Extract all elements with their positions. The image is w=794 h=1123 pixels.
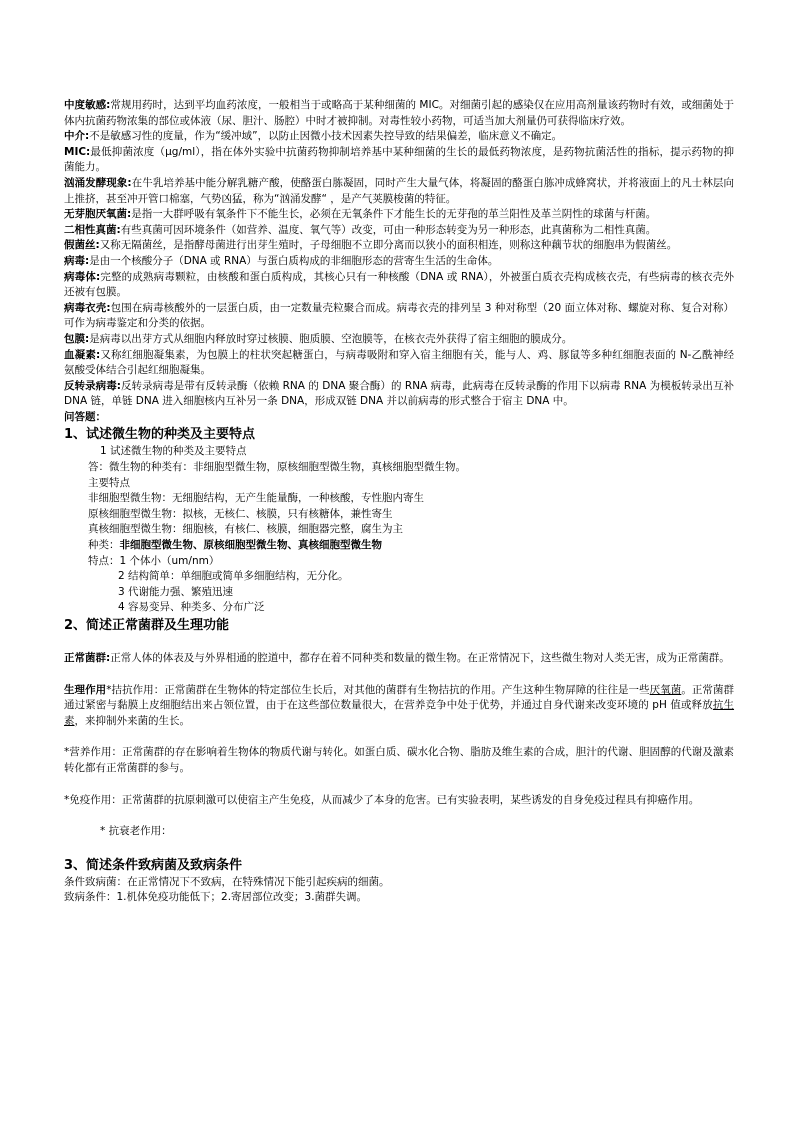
- spacer: [64, 840, 734, 856]
- definition-item: MIC:最低抑菌浓度（μg/ml），指在体外实验中抗菌药物抑制培养基中某种细菌的生长的最低药物浓度，是药物抗菌活性的指标，提示药物的抑菌能力。: [64, 145, 734, 174]
- definition-item: 无芽胞厌氧菌:是指一大群呼吸有氧条件下不能生长，必须在无氧条件下才能生长的无芽孢的革兰阳性及革兰阴性的球菌与杆菌。: [64, 208, 657, 221]
- q1-answer-line: 答：微生物的种类有：非细胞型微生物，原核细胞型微生物，真核细胞型微生物。: [88, 461, 466, 474]
- spacer: [64, 729, 734, 745]
- spacer: [64, 667, 734, 683]
- spacer: [64, 635, 734, 651]
- q1-feature-4: 4 容易变异、种类多、分布广泛: [118, 601, 265, 614]
- spacer: [64, 808, 734, 824]
- q1-main-points: 主要特点: [88, 476, 130, 489]
- normal-flora-definition: 正常菌群:正常人体的体表及与外界相通的腔道中，都存在着不同种类和数量的微生物。在正常情况下，这些微生物对人类无害，成为正常菌群。: [64, 652, 730, 664]
- question-1-title: 1、试述微生物的种类及主要特点: [64, 427, 256, 443]
- nutrition-function: *营养作用：正常菌群的存在影响着生物体的物质代谢与转化。如蛋白质、碳水化合物、脂肪及维生素的合成，胆汁的代谢、胆固醇的代谢及激素转化都有正常菌群的参与。: [64, 746, 734, 774]
- definition-item: 假菌丝:又称无隔菌丝，是指酵母菌进行出芽生殖时，子母细胞不立即分离而以狭小的面积相连，则称这种藕节状的细胞串为假菌丝。: [64, 239, 678, 252]
- qa-heading: 问答题：: [64, 410, 106, 423]
- q1-subtitle: 1 试述微生物的种类及主要特点: [100, 445, 247, 458]
- document-body: [64, 98, 734, 906]
- definition-item: 中介:不是敏感习性的度量，作为“缓冲域”，以防止因微小技术因素失控导致的结果偏差，临床意义不确定。: [64, 130, 563, 143]
- definition-item: 病毒:是由一个核酸分子（DNA 或 RNA）与蛋白质构成的非细胞形态的营寄生生活的生命体。: [64, 254, 499, 267]
- definition-item: 包膜:是病毒以出芽方式从细胞内释放时穿过核膜、胞质膜、空泡膜等，在核衣壳外获得了宿主细胞的膜成分。: [64, 332, 573, 345]
- q1-feature-3: 3 代谢能力强、繁殖迅速: [118, 585, 234, 598]
- q1-kinds: 种类：非细胞型微生物、原核细胞型微生物、真核细胞型微生物: [88, 539, 382, 552]
- question-2-title: 2、简述正常菌群及生理功能: [64, 618, 230, 633]
- anti-aging-function: * 抗衰老作用：: [100, 825, 172, 838]
- definition-item: 病毒体:完整的成熟病毒颗粒，由核酸和蛋白质构成，其核心只有一种核酸（DNA 或 RNA），外被蛋白质衣壳构成核衣壳，有些病毒的核衣壳外还被有包膜。: [64, 270, 734, 299]
- spacer: [64, 777, 734, 793]
- definition-item: 反转录病毒:反转录病毒是带有反转录酶（依赖 RNA 的 DNA 聚合酶）的 RNA 病毒，此病毒在反转录酶的作用下以病毒 RNA 为模板转录出互补 DNA 链，单链 DNA 进入细胞核内互补另一条 DNA，形成双链 DNA 并以前病毒的形式整合于宿主 DNA 中。: [64, 379, 734, 408]
- physiological-function: 生理作用*拮抗作用：正常菌群在生物体的特定部位生长后，对其他的菌群有生物拮抗的作用。产生这种生物屏障的往往是一些厌氧菌。正常菌群通过紧密与黏膜上皮细胞结出来占领位置，由于在这些部位数量很大，在营养竞争中处于优势，并通过自身代谢来改变环境的 pH 值或释放抗生素，来抑制外来菌的生长。: [64, 683, 735, 727]
- definition-item: 病毒衣壳:包围在病毒核酸外的一层蛋白质，由一定数量壳粒聚合而成。病毒衣壳的排列呈 3 种对称型（20 面立体对称、螺旋对称、复合对称）可作为病毒鉴定和分类的依据。: [64, 301, 735, 330]
- q1-feature-2: 2 结构简单：单细胞或简单多细胞结构，无分化。: [118, 570, 349, 583]
- definition-item: 中度敏感:常规用药时，达到平均血药浓度，一般相当于或略高于某种细菌的 MIC。对细菌引起的感染仅在应用高剂量该药物时有效，或细菌处于体内抗菌药物浓集的部位或体液（尿、胆汁、肠腔）中时才被抑制。对毒性较小药物，可适当加大剂量仍可获得临床疗效。: [64, 99, 734, 127]
- q3-conditional-pathogen: 条件致病菌：在正常情况下不致病，在特殊情况下能引起疾病的细菌。: [64, 875, 390, 888]
- q1-feature-1: 特点：1 个体小（um/nm）: [88, 554, 220, 567]
- q3-pathogenic-conditions: 致病条件：1.机体免疫功能低下；2.寄居部位改变；3.菌群失调。: [64, 891, 368, 904]
- definition-item: 血凝素:又称红细胞凝集素，为包膜上的柱状突起糖蛋白，与病毒吸附和穿入宿主细胞有关，能与人、鸡、豚鼠等多种红细胞表面的 N-乙酰神经氨酸受体结合引起红细胞凝集。: [64, 348, 735, 377]
- question-3-title: 3、简述条件致病菌及致病条件: [64, 857, 243, 873]
- q1-line-eukaryotic: 真核细胞型微生物：细胞核，有核仁、核膜，细胞器完整，腐生为主: [88, 523, 403, 536]
- q1-line-acellular: 非细胞型微生物：无细胞结构，无产生能量酶，一种核酸，专性胞内寄生: [88, 492, 424, 505]
- immune-function: *免疫作用：正常菌群的抗原刺激可以使宿主产生免疫，从而减少了本身的危害。已有实验表明，某些诱发的自身免疫过程具有抑癌作用。: [64, 793, 700, 806]
- q1-line-prokaryotic: 原核细胞型微生物：拟核，无核仁、核膜，只有核糖体，兼性寄生: [88, 507, 393, 520]
- question-1-answer: [64, 444, 734, 616]
- definition-list: [64, 98, 734, 410]
- definition-item: 二相性真菌:有些真菌可因环境条件（如营养、温度、氧气等）改变，可由一种形态转变为另一种形态，此真菌称为二相性真菌。: [64, 223, 657, 236]
- definition-item: 汹涌发酵现象:在牛乳培养基中能分解乳糖产酸，使酪蛋白胨凝固，同时产生大量气体，将凝固的酪蛋白胨冲成蜂窝状，并将液面上的凡士林层向上推挤，甚至冲开管口棉塞，气势凶猛，称为“汹涌发酵“ ，是产气荚膜梭菌的特征。: [64, 176, 734, 205]
